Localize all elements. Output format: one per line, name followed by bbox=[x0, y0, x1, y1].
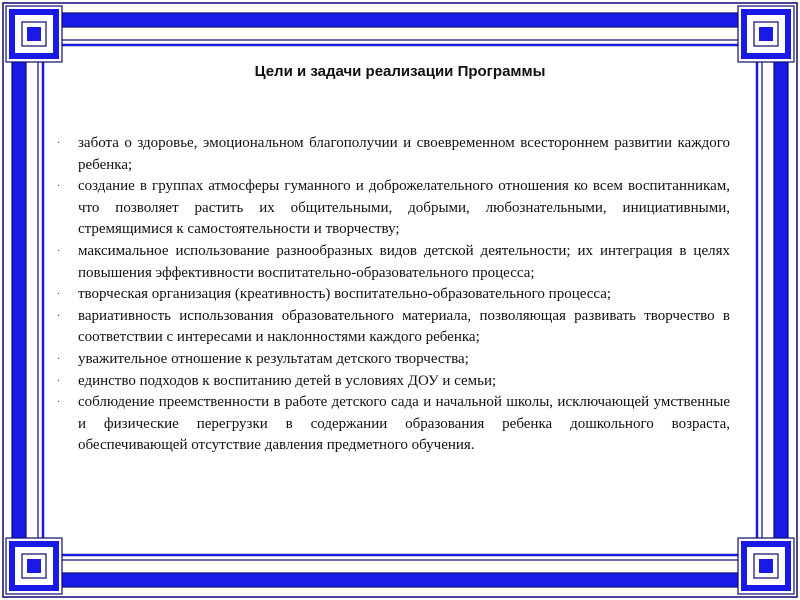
bullet-marker: · bbox=[57, 375, 61, 387]
bullet-marker: · bbox=[57, 397, 61, 409]
list-item bbox=[56, 349, 730, 371]
goals-list bbox=[56, 133, 730, 457]
list-item-text: единство подходов к воспитанию детей в условиях ДОУ и семьи; bbox=[78, 372, 497, 389]
list-item bbox=[56, 371, 730, 393]
list-item bbox=[56, 176, 730, 241]
slide-title: Цели и задачи реализации Программы bbox=[254, 63, 546, 80]
bullet-marker: · bbox=[57, 310, 61, 322]
bullet-marker: · bbox=[57, 353, 61, 365]
bullet-marker: · bbox=[57, 289, 61, 301]
list-item bbox=[56, 306, 730, 349]
bullet-marker: · bbox=[57, 138, 61, 149]
list-item-text: творческая организация (креативность) воспитательно-образовательного процесса; bbox=[78, 286, 612, 303]
list-item bbox=[56, 241, 730, 284]
list-item-text: забота о здоровье, эмоциональном благополучии и своевременном всестороннем развитии каждого ребенка; bbox=[78, 135, 730, 173]
list-item bbox=[56, 284, 730, 306]
bullet-marker: · bbox=[57, 245, 61, 257]
bullet-marker: · bbox=[57, 181, 61, 193]
corner-ornament-top-left bbox=[6, 6, 62, 62]
corner-ornament-bottom-left bbox=[6, 538, 62, 594]
list-item bbox=[56, 133, 730, 176]
list-item bbox=[56, 392, 730, 457]
list-item-text: создание в группах атмосферы гуманного и доброжелательного отношения ко всем воспитанникам, что позволяет растить их общительными, добрыми, любознательными, инициативными, стремящимися к самостоятельности и творчеству; bbox=[78, 178, 730, 238]
corner-ornament-bottom-right bbox=[738, 538, 794, 594]
list-item-text: уважительное отношение к результатам детского творчества; bbox=[78, 350, 469, 367]
list-item-text: вариативность использования образовательного материала, позволяющая развивать творчество в соответствии с интересами и наклонностями каждого ребенка; bbox=[78, 307, 730, 346]
corner-ornament-top-right bbox=[738, 6, 794, 62]
list-item-text: максимальное использование разнообразных видов детской деятельности; их интеграция в целях повышения эффективности воспитательно-образовательного процесса; bbox=[78, 242, 730, 281]
list-item-text: соблюдение преемственности в работе детского сада и начальной школы, исключающей умственные и физические перегрузки в содержании образования ребенка дошкольного возраста, обеспечивающей отсутствие давления предметного обучения. bbox=[78, 394, 730, 454]
slide-content bbox=[56, 52, 744, 548]
